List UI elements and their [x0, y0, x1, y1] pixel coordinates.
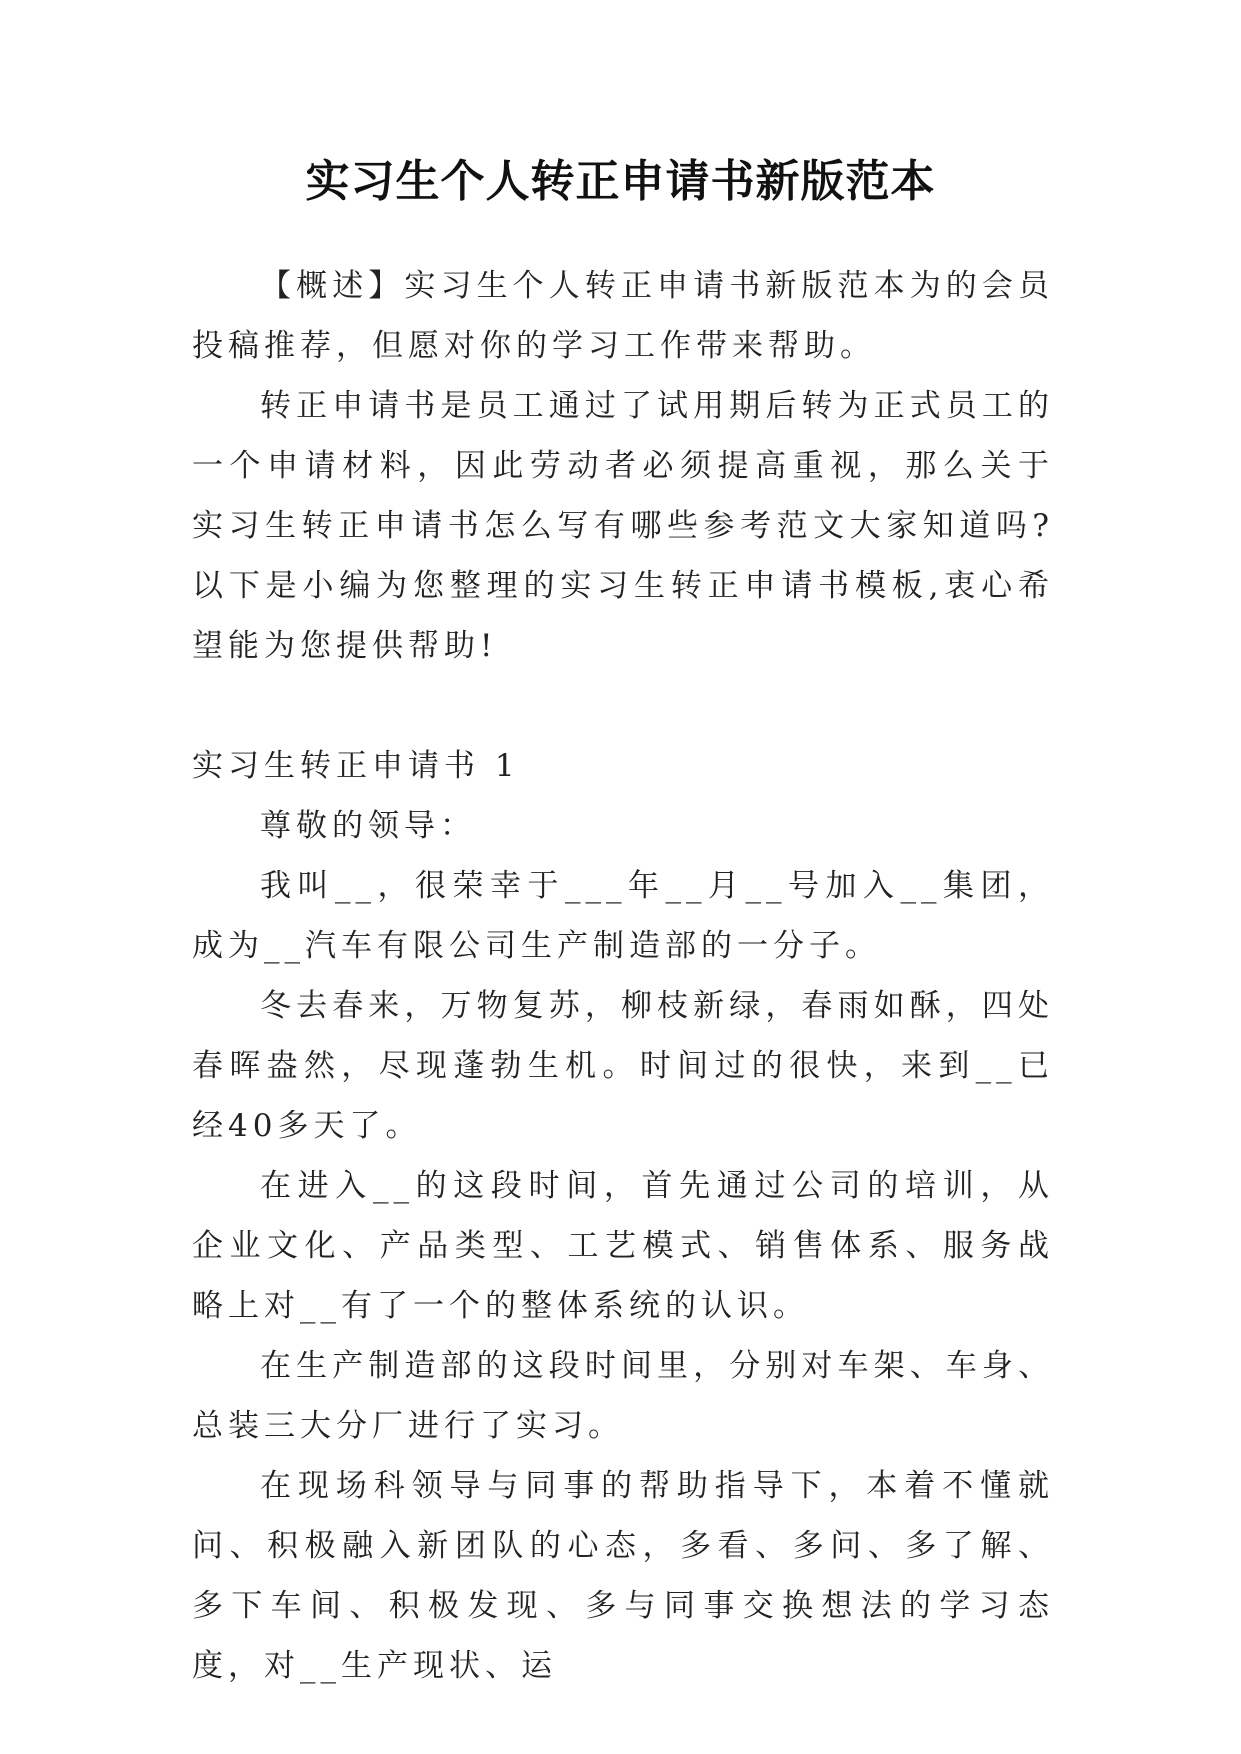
paragraph-spacer	[192, 676, 1054, 736]
intro-paragraph: 转正申请书是员工通过了试用期后转为正式员工的一个申请材料，因此劳动者必须提高重视，那么关于实习生转正申请书怎么写有哪些参考范文大家知道吗?以下是小编为您整理的实习生转正申请书模板,衷心希望能为您提供帮助!	[192, 388, 1054, 664]
letter-paragraph: 我叫__，很荣幸于___年__月__号加入__集团，成为__汽车有限公司生产制造部的一分子。	[192, 868, 1054, 964]
letter-paragraph: 冬去春来，万物复苏，柳枝新绿，春雨如酥，四处春晖盎然，尽现蓬勃生机。时间过的很快，来到__已经40多天了。	[192, 988, 1054, 1144]
document-title: 实习生个人转正申请书新版范本	[305, 156, 936, 207]
document-body	[192, 256, 1054, 1696]
section-heading: 实习生转正申请书 1	[192, 748, 520, 784]
letter-salutation: 尊敬的领导：	[260, 808, 476, 844]
letter-paragraph: 在现场科领导与同事的帮助指导下，本着不懂就问、积极融入新团队的心态，多看、多问、多了解、多下车间、积极发现、多与同事交换想法的学习态度，对__生产现状、运	[192, 1468, 1054, 1684]
intro-paragraph: 【概述】实习生个人转正申请书新版范本为的会员投稿推荐，但愿对你的学习工作带来帮助。	[192, 268, 1054, 364]
letter-paragraph: 在进入__的这段时间，首先通过公司的培训，从企业文化、产品类型、工艺模式、销售体系、服务战略上对__有了一个的整体系统的认识。	[192, 1168, 1054, 1324]
letter-paragraph: 在生产制造部的这段时间里，分别对车架、车身、总装三大分厂进行了实习。	[192, 1348, 1054, 1444]
